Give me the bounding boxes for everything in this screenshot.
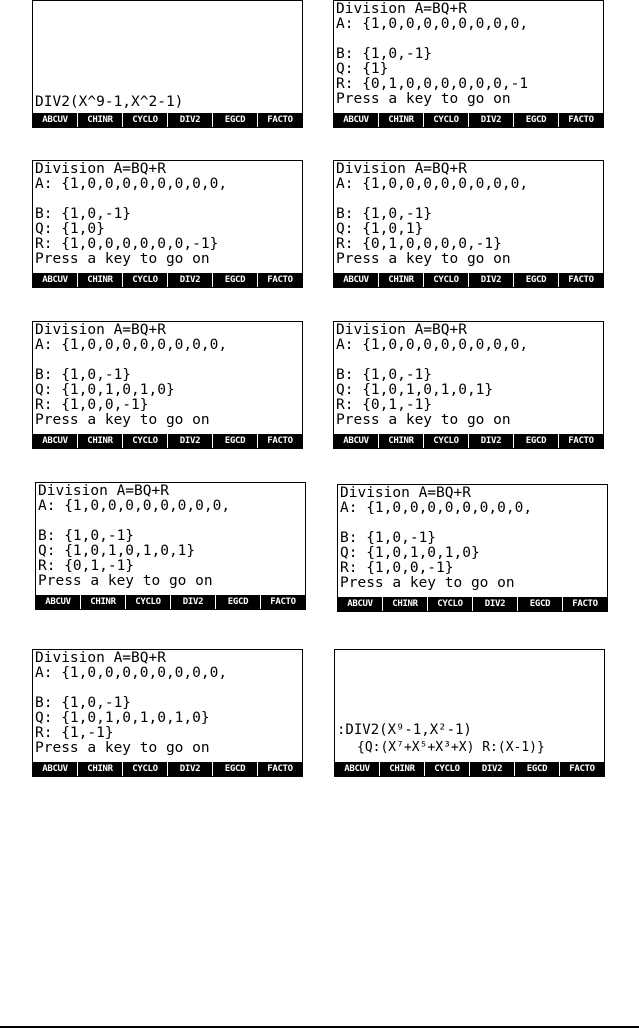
softkey-abcuv[interactable]: ABCUV [33,113,77,127]
softkey-div2[interactable]: DIV2 [470,762,514,776]
softkey-abcuv[interactable]: ABCUV [334,273,378,287]
softkey-chinr[interactable]: CHINR [379,113,423,127]
remainder-line: R: {1,0,0,0,0,0,0,-1} [35,237,219,252]
dividend-line: A: {1,0,0,0,0,0,0,0,0, [336,177,529,192]
calc-screen-2 [333,0,604,128]
quotient-line: Q: {1,0,1,0,1,0,1} [38,544,196,559]
softkey-chinr[interactable]: CHINR [78,273,122,287]
calc-screen-6 [333,321,604,449]
remainder-line: R: {0,1,0,0,0,0,-1} [336,237,502,252]
prompt-line: Press a key to go on [336,252,511,267]
stack-command: :DIV2(X⁹-1,X²-1) [337,722,472,738]
softkey-cyclo[interactable]: CYCLO [425,762,469,776]
prompt-line: Press a key to go on [35,413,210,428]
softkey-egcd[interactable]: EGCD [514,434,558,448]
calc-screen-1 [32,0,303,128]
divisor-line: B: {1,0,-1} [35,207,132,222]
softkey-facto[interactable]: FACTO [560,762,604,776]
display-lines [340,486,607,591]
softkey-chinr[interactable]: CHINR [78,113,122,127]
blank-line [35,353,302,368]
display-title: Division A=BQ+R [38,484,169,499]
softkey-abcuv[interactable]: ABCUV [334,434,378,448]
prompt-line: Press a key to go on [336,92,511,107]
blank-line [336,353,603,368]
softkey-abcuv[interactable]: ABCUV [36,595,80,609]
softkey-facto[interactable]: FACTO [559,113,603,127]
divisor-line: B: {1,0,-1} [340,531,437,546]
remainder-line: R: {0,1,0,0,0,0,0,0,-1 [336,77,529,92]
quotient-line: Q: {1,0,1,0,1,0,1,0} [35,711,210,726]
calc-screen-10 [334,649,605,777]
softkey-menu [33,434,302,448]
softkey-cyclo[interactable]: CYCLO [123,273,167,287]
display-lines [336,162,603,267]
softkey-abcuv[interactable]: ABCUV [334,113,378,127]
blank-line [336,32,603,47]
remainder-line: R: {1,-1} [35,726,114,741]
softkey-abcuv[interactable]: ABCUV [33,762,77,776]
divisor-line: B: {1,0,-1} [35,368,132,383]
softkey-menu [36,595,305,609]
dividend-line: A: {1,0,0,0,0,0,0,0,0, [35,666,228,681]
softkey-menu [33,762,302,776]
softkey-facto[interactable]: FACTO [563,597,607,611]
softkey-chinr[interactable]: CHINR [78,762,122,776]
softkey-facto[interactable]: FACTO [258,113,302,127]
softkey-div2[interactable]: DIV2 [168,273,212,287]
dividend-line: A: {1,0,0,0,0,0,0,0,0, [35,338,228,353]
display-title: Division A=BQ+R [336,2,467,17]
softkey-div2[interactable]: DIV2 [168,762,212,776]
display-title: Division A=BQ+R [340,486,471,501]
display-title: Division A=BQ+R [336,323,467,338]
remainder-line: R: {0,1,-1} [38,559,135,574]
softkey-div2[interactable]: DIV2 [469,273,513,287]
softkey-egcd[interactable]: EGCD [213,762,257,776]
prompt-line: Press a key to go on [38,574,213,589]
softkey-menu [338,597,607,611]
divisor-line: B: {1,0,-1} [35,696,132,711]
softkey-chinr[interactable]: CHINR [81,595,125,609]
softkey-cyclo[interactable]: CYCLO [123,762,167,776]
softkey-facto[interactable]: FACTO [258,434,302,448]
softkey-cyclo[interactable]: CYCLO [123,434,167,448]
prompt-line: Press a key to go on [340,576,515,591]
softkey-div2[interactable]: DIV2 [168,113,212,127]
dividend-line: A: {1,0,0,0,0,0,0,0,0, [340,501,533,516]
quotient-line: Q: {1,0,1,0,1,0,1} [336,383,494,398]
prompt-line: Press a key to go on [35,741,210,756]
softkey-abcuv[interactable]: ABCUV [338,597,382,611]
softkey-chinr[interactable]: CHINR [383,597,427,611]
blank-line [340,516,607,531]
calc-screen-4 [333,160,604,288]
blank-line [38,514,305,529]
softkey-menu [33,273,302,287]
quotient-line: Q: {1} [336,62,389,77]
page-footer-rule [0,1026,639,1028]
softkey-facto[interactable]: FACTO [258,762,302,776]
softkey-egcd[interactable]: EGCD [216,595,260,609]
softkey-cyclo[interactable]: CYCLO [424,273,468,287]
display-title: Division A=BQ+R [35,323,166,338]
softkey-cyclo[interactable]: CYCLO [126,595,170,609]
display-lines [35,323,302,428]
blank-line [336,192,603,207]
softkey-abcuv[interactable]: ABCUV [33,434,77,448]
softkey-facto[interactable]: FACTO [559,434,603,448]
display-lines [336,323,603,428]
softkey-menu [334,434,603,448]
divisor-line: B: {1,0,-1} [336,47,433,62]
softkey-div2[interactable]: DIV2 [469,434,513,448]
prompt-line: Press a key to go on [35,252,210,267]
command-line[interactable]: DIV2(X^9-1,X^2-1) [35,94,184,110]
softkey-div2[interactable]: DIV2 [168,434,212,448]
display-lines [336,2,603,107]
softkey-egcd[interactable]: EGCD [213,273,257,287]
dividend-line: A: {1,0,0,0,0,0,0,0,0, [336,338,529,353]
divisor-line: B: {1,0,-1} [336,368,433,383]
calc-screen-5 [32,321,303,449]
remainder-line: R: {1,0,0,-1} [340,561,454,576]
remainder-line: R: {0,1,-1} [336,398,433,413]
blank-line [35,192,302,207]
softkey-facto[interactable]: FACTO [258,273,302,287]
quotient-line: Q: {1,0,1,0,1,0} [340,546,480,561]
display-lines [35,162,302,267]
softkey-menu [334,113,603,127]
softkey-chinr[interactable]: CHINR [379,434,423,448]
softkey-chinr[interactable]: CHINR [380,762,424,776]
quotient-line: Q: {1,0} [35,222,105,237]
softkey-egcd[interactable]: EGCD [514,273,558,287]
softkey-menu [334,273,603,287]
softkey-chinr[interactable]: CHINR [78,434,122,448]
softkey-egcd[interactable]: EGCD [213,113,257,127]
softkey-div2[interactable]: DIV2 [469,113,513,127]
divisor-line: B: {1,0,-1} [336,207,433,222]
display-title: Division A=BQ+R [35,651,166,666]
calc-screen-9 [32,649,303,777]
dividend-line: A: {1,0,0,0,0,0,0,0,0, [35,177,228,192]
softkey-abcuv[interactable]: ABCUV [33,273,77,287]
softkey-menu [335,762,604,776]
display-lines [38,484,305,589]
softkey-cyclo[interactable]: CYCLO [424,113,468,127]
dividend-line: A: {1,0,0,0,0,0,0,0,0, [38,499,231,514]
softkey-facto[interactable]: FACTO [261,595,305,609]
softkey-egcd[interactable]: EGCD [213,434,257,448]
softkey-cyclo[interactable]: CYCLO [424,434,468,448]
calc-screen-3 [32,160,303,288]
softkey-abcuv[interactable]: ABCUV [335,762,379,776]
softkey-div2[interactable]: DIV2 [473,597,517,611]
softkey-cyclo[interactable]: CYCLO [123,113,167,127]
softkey-cyclo[interactable]: CYCLO [428,597,472,611]
softkey-div2[interactable]: DIV2 [171,595,215,609]
remainder-line: R: {1,0,0,-1} [35,398,149,413]
stack-result: {Q:(X⁷+X⁵+X³+X) R:(X-1)} [357,740,545,755]
blank-line [35,681,302,696]
quotient-line: Q: {1,0,1} [336,222,424,237]
softkey-egcd[interactable]: EGCD [514,113,558,127]
divisor-line: B: {1,0,-1} [38,529,135,544]
prompt-line: Press a key to go on [336,413,511,428]
softkey-menu [33,113,302,127]
display-title: Division A=BQ+R [336,162,467,177]
softkey-chinr[interactable]: CHINR [379,273,423,287]
softkey-egcd[interactable]: EGCD [515,762,559,776]
calc-screen-8 [337,484,608,612]
softkey-facto[interactable]: FACTO [559,273,603,287]
calc-screen-7 [35,482,306,610]
quotient-line: Q: {1,0,1,0,1,0} [35,383,175,398]
display-lines [35,651,302,756]
softkey-egcd[interactable]: EGCD [518,597,562,611]
dividend-line: A: {1,0,0,0,0,0,0,0,0, [336,17,529,32]
display-title: Division A=BQ+R [35,162,166,177]
